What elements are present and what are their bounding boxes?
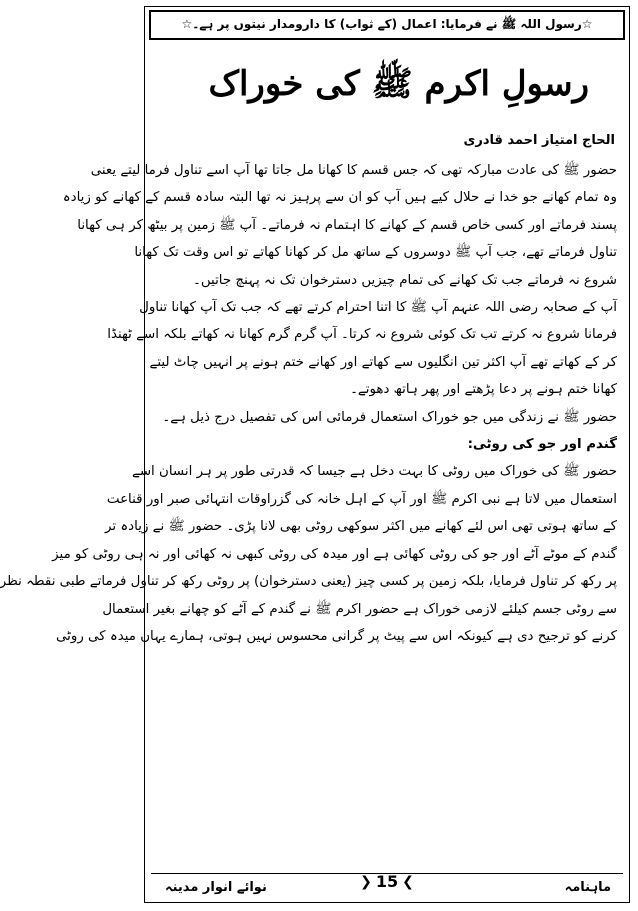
- text-line: کھانا ختم ہونے پر دعا پڑھتے اور پھر ہاتھ دھوتے۔: [350, 382, 617, 398]
- text-line: حضور ﷺ نے زندگی میں جو خوراک استعمال فرمائی اس کی تفصیل درج ذیل ہے۔: [162, 409, 617, 425]
- text-line: فرمانا شروع نہ کرتے تب تک کوئی شروع نہ کرتا۔ آپ گرم گرم کھانا نہ کھاتے بلکہ اسے ٹھنڈا: [107, 327, 617, 343]
- hadith-banner: [149, 10, 625, 40]
- text-line: استعمال میں لاتا ہے نبی اکرم ﷺ اور آپ کے اہل خانہ کی گزراوقات انتہائی صبر اور قناعت: [106, 491, 617, 507]
- page-number-block: [360, 872, 414, 891]
- text-line: حضور ﷺ کی خوراک میں روٹی کا بہت دخل ہے جیسا کہ قدرتی طور پر ہر انسان اسے: [131, 464, 617, 480]
- page-number: 15: [375, 872, 399, 891]
- publication-name: نوائے انوار مدینہ: [165, 879, 267, 895]
- paragraph: [107, 294, 617, 404]
- text-line: حضور ﷺ کی عادت مبارکہ تھی کہ جس قسم کا کھانا مل جاتا تھا آپ اسے تناول فرما لیتے یعنی: [90, 163, 617, 178]
- text-line: کر کے کھاتے تھے آپ اکثر تین انگلیوں سے کھاتے اور کھانے ختم ہونے پر انہیں چاٹ لیتے: [149, 354, 617, 370]
- section-subheading: گندم اور جو کی روٹی:: [467, 437, 617, 453]
- article-title: رسولِ اکرم ﷺ کی خوراک: [208, 64, 589, 104]
- text-line: شروع نہ فرماتے جب تک کھانے کی تمام چیزیں دسترخوان تک نہ پہنچ جاتیں۔: [193, 272, 617, 288]
- text-line: تناول فرماتے تھے، جب آپ ﷺ دوسروں کے ساتھ مل کر کھانا کھاتے تو اس وقت تک کھانا: [134, 245, 617, 261]
- text-line: پسند فرماتے اور کسی خاص قسم کے کھانے کا اہتمام نہ فرماتے۔ آپ ﷺ زمین پر بیٹھ کر ہی کھانا: [77, 217, 617, 233]
- ornament-right-icon: ❯: [402, 873, 414, 890]
- ornament-left-icon: ❮: [360, 873, 372, 890]
- paragraph: [62, 157, 617, 294]
- paragraph: [0, 458, 617, 650]
- article-author: الحاج امتیاز احمد قادری: [463, 133, 615, 148]
- text-line: وہ تمام کھانے جو خدا نے حلال کیے ہیں آپ کو ان سے پرہیز نہ تھا البتہ سادہ قسم کے کھانے کو زیادہ: [62, 190, 617, 206]
- article-body: [0, 157, 617, 650]
- page-frame: [0, 6, 630, 903]
- magazine-label: ماہنامہ: [564, 879, 611, 895]
- text-line: گندم کے موٹے آٹے اور جو کی روٹی کھائی ہے اور میدہ کی روٹی کبھی نہ کھائی اور نہ ہی روٹی کو میز: [52, 546, 617, 562]
- page-footer: [151, 873, 623, 900]
- text-line: سے روٹی جسم کیلئے لازمی خوراک ہے حضور اکرم ﷺ نے گندم کے آٹے کو چھانے بغیر استعمال: [102, 601, 617, 617]
- text-line: آپ کے صحابہ رضی اللہ عنہم آپ ﷺ کا اتنا احترام کرتے تھے کہ جب تک آپ کھانا تناول: [139, 300, 617, 316]
- text-line: کے ساتھ ہوتی تھی اس لئے کھانے میں اکثر سوکھی روٹی بھی لانا پڑی۔ حضور ﷺ نے زیادہ تر: [104, 519, 617, 535]
- text-line: کرنے کو ترجیح دی ہے کیونکہ اس سے پیٹ پر گرانی محسوس نہیں ہوتی، ہمارے یہاں میدہ کی روٹی: [55, 628, 617, 644]
- paragraph: [155, 404, 617, 431]
- hadith-banner-text: ☆رسول اللہ ﷺ نے فرمایا: اعمال (کے ثواب) کا دارومدار نیتوں پر ہے۔☆: [181, 16, 593, 31]
- text-line: پر رکھ کر تناول فرمایا، بلکہ زمین پر کسی چیز (یعنی دسترخوان) پر روٹی رکھ کر تناول فرماتے طبی نقطہ نظر: [0, 574, 617, 590]
